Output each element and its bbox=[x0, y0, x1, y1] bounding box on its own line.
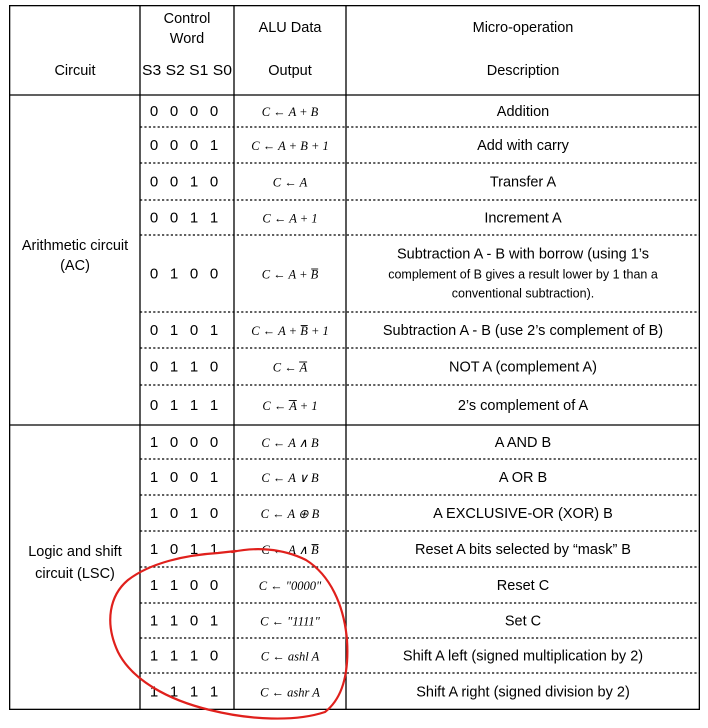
select-bit: 0 bbox=[149, 103, 159, 120]
micro-operation-description: Add with carry bbox=[477, 138, 569, 154]
select-bit: 1 bbox=[169, 577, 179, 594]
micro-operation-description: Reset A bits selected by “mask” B bbox=[415, 542, 631, 558]
select-bit: 0 bbox=[169, 541, 179, 558]
select-bit: 0 bbox=[169, 505, 179, 522]
alu-output-expression: C ← A ⊕ B bbox=[260, 507, 320, 521]
select-bit: 1 bbox=[209, 683, 219, 701]
group-label: (AC) bbox=[60, 258, 90, 274]
header-circuit: Circuit bbox=[54, 63, 96, 79]
select-bit: 1 bbox=[189, 358, 199, 376]
select-bit: 1 bbox=[149, 469, 159, 486]
micro-operation-description: Shift A left (signed multiplication by 2) bbox=[402, 648, 644, 665]
select-bit: 1 bbox=[149, 541, 159, 558]
complemented-operand: B bbox=[300, 324, 308, 338]
group-logic-shift bbox=[28, 544, 122, 582]
select-bit: 0 bbox=[209, 505, 219, 522]
expression-part: C ← A ∧ bbox=[261, 543, 312, 557]
select-bit: 1 bbox=[149, 647, 159, 665]
table-row bbox=[150, 359, 597, 376]
select-bit: 0 bbox=[169, 137, 179, 154]
complemented-operand: B bbox=[310, 267, 319, 282]
select-bit: 1 bbox=[149, 612, 159, 630]
select-bit: 1 bbox=[169, 397, 179, 414]
select-bit: 0 bbox=[169, 209, 179, 227]
table-row bbox=[150, 577, 549, 594]
table-row bbox=[150, 174, 557, 191]
select-bit: 1 bbox=[169, 647, 179, 665]
table-row bbox=[150, 505, 613, 522]
select-bit: 1 bbox=[189, 683, 199, 701]
table-row bbox=[150, 247, 658, 301]
group-label: Arithmetic circuit bbox=[21, 238, 129, 254]
select-bit: 0 bbox=[149, 173, 159, 191]
select-bit: 0 bbox=[149, 265, 159, 283]
table-row bbox=[150, 322, 663, 339]
header-alu-data: ALU Data bbox=[258, 20, 322, 36]
select-bit: 0 bbox=[189, 612, 199, 630]
select-bit: 0 bbox=[209, 647, 219, 665]
expression-part: C ← A + bbox=[261, 267, 311, 282]
alu-output-expression: C ← A ∨ B bbox=[261, 471, 319, 485]
select-bit: 0 bbox=[189, 469, 199, 486]
table-row bbox=[150, 684, 630, 701]
alu-output-expression bbox=[262, 399, 317, 413]
complemented-operand: A bbox=[299, 360, 308, 375]
select-bit: 0 bbox=[149, 358, 159, 376]
select-bit: 1 bbox=[169, 265, 179, 283]
micro-operation-description: A EXCLUSIVE-OR (XOR) B bbox=[433, 506, 613, 522]
alu-table bbox=[9, 5, 700, 710]
select-bit: 1 bbox=[189, 541, 199, 558]
micro-operation-description: 2’s complement of A bbox=[457, 398, 589, 414]
select-bit: 1 bbox=[189, 173, 199, 191]
micro-operation-description: Transfer A bbox=[489, 174, 557, 191]
select-bit: 0 bbox=[189, 137, 199, 154]
select-bit: 0 bbox=[209, 577, 219, 594]
table-row bbox=[150, 469, 547, 486]
micro-operation-description: A OR B bbox=[498, 470, 548, 486]
select-bit: 1 bbox=[169, 358, 179, 376]
expression-part: + 1 bbox=[307, 324, 329, 338]
table-row bbox=[150, 103, 549, 120]
table-row bbox=[150, 541, 631, 558]
complemented-operand: A bbox=[289, 399, 297, 413]
alu-output-expression: C ← ashr A bbox=[260, 685, 320, 700]
micro-operation-description: conventional subtraction). bbox=[451, 286, 595, 301]
select-bit: 1 bbox=[189, 647, 199, 665]
select-bit: 1 bbox=[189, 209, 199, 227]
micro-operation-description: A AND B bbox=[494, 435, 552, 451]
header-control-word: Control bbox=[163, 11, 211, 27]
alu-output-expression bbox=[251, 324, 329, 338]
select-bit: 1 bbox=[149, 434, 159, 451]
select-bit: 1 bbox=[149, 577, 159, 594]
select-bit: 0 bbox=[169, 469, 179, 486]
expression-part: C ← A + bbox=[251, 324, 301, 338]
select-bit: 1 bbox=[209, 397, 219, 414]
group-arithmetic bbox=[22, 238, 128, 274]
select-bit: 0 bbox=[149, 322, 159, 339]
micro-operation-description: Reset C bbox=[496, 578, 550, 594]
select-bit: 0 bbox=[189, 434, 199, 451]
alu-output-expression: C ← A + B + 1 bbox=[251, 139, 329, 153]
select-bit: 0 bbox=[189, 265, 199, 283]
select-bit: 0 bbox=[209, 358, 219, 376]
micro-operation-description: Increment A bbox=[484, 210, 562, 227]
group-label: Logic and shift bbox=[28, 544, 122, 560]
select-bit: 1 bbox=[189, 397, 199, 414]
alu-output-expression: C ← "1111" bbox=[260, 614, 320, 629]
table-body bbox=[150, 103, 663, 701]
select-bit: 1 bbox=[209, 612, 219, 630]
micro-operation-description: Subtraction A - B with borrow (using 1’s bbox=[397, 246, 649, 263]
select-bit: 0 bbox=[189, 322, 199, 339]
select-bit: 0 bbox=[189, 577, 199, 594]
expression-part: C ← bbox=[272, 360, 300, 375]
table-row bbox=[150, 137, 570, 154]
select-bit: 1 bbox=[169, 612, 179, 630]
select-bit: 0 bbox=[149, 209, 159, 227]
select-bit: 0 bbox=[149, 137, 159, 154]
group-label: circuit (LSC) bbox=[35, 566, 115, 582]
table-row bbox=[150, 648, 643, 665]
select-bit: 1 bbox=[209, 322, 219, 339]
alu-output-expression bbox=[262, 268, 319, 282]
table-row bbox=[150, 434, 551, 451]
alu-output-expression bbox=[273, 361, 308, 375]
select-bit: 1 bbox=[169, 683, 179, 701]
alu-output-expression: C ← "0000" bbox=[258, 579, 322, 593]
alu-output-expression: C ← A + 1 bbox=[262, 211, 318, 226]
header-select-bits: S3 S2 S1 S0 bbox=[142, 63, 232, 79]
micro-operation-description: NOT A (complement A) bbox=[448, 359, 598, 376]
select-bit: 1 bbox=[149, 505, 159, 522]
header-control-word: Word bbox=[169, 31, 205, 47]
select-bit: 1 bbox=[209, 137, 219, 154]
select-bit: 1 bbox=[209, 541, 219, 558]
select-bit: 1 bbox=[189, 505, 199, 522]
select-bit: 0 bbox=[209, 434, 219, 451]
select-bit: 1 bbox=[209, 469, 219, 486]
select-bit: 1 bbox=[209, 209, 219, 227]
alu-output-expression: C ← ashl A bbox=[260, 649, 320, 664]
header-micro-operation: Micro-operation bbox=[472, 20, 574, 36]
micro-operation-description: complement of B gives a result lower by 1 than a bbox=[388, 267, 658, 282]
expression-part: + 1 bbox=[296, 399, 318, 413]
alu-output-expression: C ← A bbox=[272, 175, 308, 190]
header-output: Output bbox=[268, 63, 312, 79]
header-description: Description bbox=[486, 63, 560, 79]
table-row bbox=[150, 397, 589, 414]
select-bit: 1 bbox=[169, 322, 179, 339]
micro-operation-description: Subtraction A - B (use 2’s complement of B) bbox=[382, 323, 664, 339]
alu-output-expression: C ← A + B bbox=[261, 105, 319, 119]
micro-operation-description: Shift A right (signed division by 2) bbox=[416, 684, 630, 701]
select-bit: 0 bbox=[149, 397, 159, 414]
select-bit: 0 bbox=[209, 265, 219, 283]
expression-part: C ← bbox=[262, 399, 290, 413]
select-bit: 0 bbox=[209, 173, 219, 191]
select-bit: 1 bbox=[149, 683, 159, 701]
alu-output-expression: C ← A ∧ B bbox=[261, 436, 319, 450]
table-header bbox=[54, 11, 573, 79]
table-border bbox=[10, 6, 700, 710]
select-bit: 0 bbox=[209, 103, 219, 120]
select-bit: 0 bbox=[189, 103, 199, 120]
micro-operation-description: Addition bbox=[496, 104, 550, 120]
complemented-operand: B bbox=[311, 543, 319, 557]
select-bit: 0 bbox=[169, 173, 179, 191]
select-bit: 0 bbox=[169, 434, 179, 451]
table-row bbox=[150, 210, 562, 227]
select-bit: 0 bbox=[169, 103, 179, 120]
row-dividers bbox=[140, 127, 700, 673]
alu-output-expression bbox=[261, 543, 319, 557]
micro-operation-description: Set C bbox=[504, 613, 542, 630]
